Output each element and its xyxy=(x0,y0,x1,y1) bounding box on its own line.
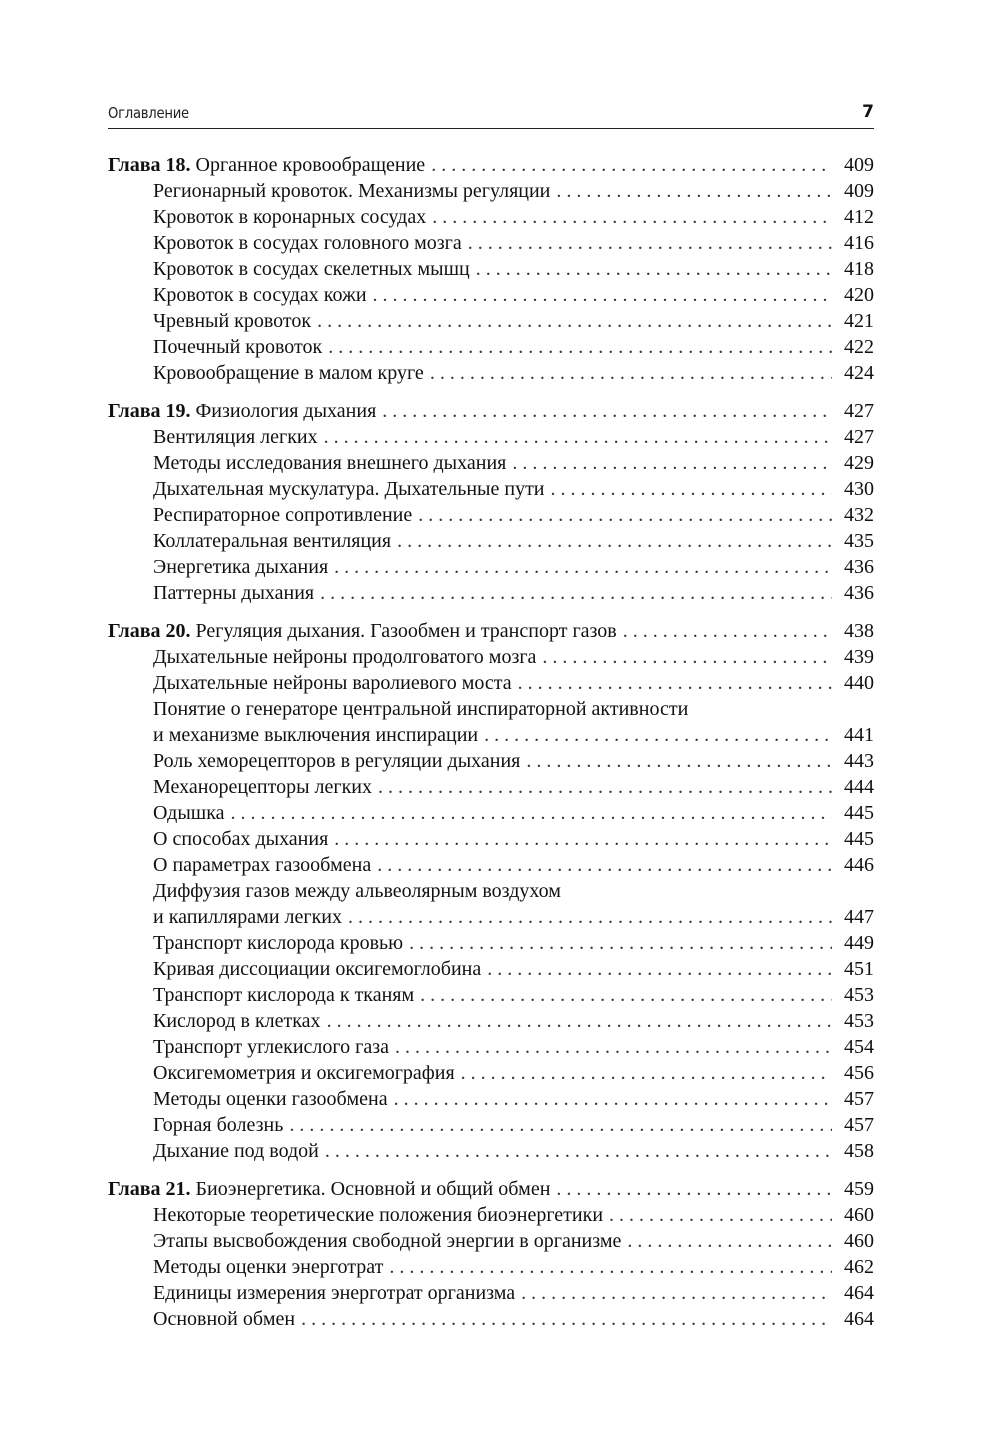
chapter-label: Глава 21. xyxy=(108,1178,191,1200)
chapter-label: Глава 18. xyxy=(108,154,191,176)
chapter-entry[interactable] xyxy=(108,618,874,644)
section-entry[interactable] xyxy=(108,930,874,956)
section-page: 418 xyxy=(844,258,874,280)
dot-leader xyxy=(317,308,832,334)
dot-leader xyxy=(468,230,832,256)
section-title: Транспорт углекислого газа xyxy=(153,1036,389,1058)
dot-leader xyxy=(556,178,832,204)
section-entry[interactable] xyxy=(108,502,874,528)
section-page: 422 xyxy=(844,336,874,358)
section-entry[interactable] xyxy=(108,308,874,334)
section-entry[interactable] xyxy=(108,1254,874,1280)
section-entry[interactable] xyxy=(108,1202,874,1228)
section-entry[interactable] xyxy=(108,580,874,606)
dot-leader xyxy=(394,1086,832,1112)
dot-leader xyxy=(430,360,832,386)
section-page: 453 xyxy=(844,1010,874,1032)
table-of-contents xyxy=(108,152,874,1344)
dot-leader xyxy=(324,424,832,450)
section-page: 446 xyxy=(844,854,874,876)
chapter-title xyxy=(108,152,425,178)
dot-leader xyxy=(334,554,832,580)
section-title: Кровоток в коронарных сосудах xyxy=(153,206,427,228)
page-number: 7 xyxy=(862,102,874,122)
chapter-block xyxy=(108,1176,874,1332)
dot-leader xyxy=(389,1254,832,1280)
section-title: Некоторые теоретические положения биоэнергетики xyxy=(153,1204,604,1226)
dot-leader xyxy=(395,1034,832,1060)
section-entry[interactable] xyxy=(108,230,874,256)
section-entry[interactable] xyxy=(108,800,874,826)
section-page: 435 xyxy=(844,530,874,552)
section-title: Единицы измерения энерготрат организма xyxy=(153,1282,516,1304)
section-entry[interactable] xyxy=(108,1060,874,1086)
section-title: Механорецепторы легких xyxy=(153,776,373,798)
dot-leader xyxy=(526,748,832,774)
section-page: 443 xyxy=(844,750,874,772)
section-page: 456 xyxy=(844,1062,874,1084)
section-title: Кровообращение в малом круге xyxy=(153,362,424,384)
section-title: Почечный кровоток xyxy=(153,336,323,358)
dot-leader xyxy=(373,282,832,308)
section-page: 441 xyxy=(844,724,874,746)
dot-leader xyxy=(461,1060,832,1086)
section-entry[interactable] xyxy=(108,722,874,748)
section-entry[interactable] xyxy=(108,204,874,230)
dot-leader xyxy=(230,800,832,826)
section-page: 429 xyxy=(844,452,874,474)
section-page: 445 xyxy=(844,828,874,850)
section-entry-line[interactable] xyxy=(108,696,874,722)
section-entry[interactable] xyxy=(108,1138,874,1164)
dot-leader xyxy=(551,476,832,502)
dot-leader xyxy=(325,1138,832,1164)
section-title: Кислород в клетках xyxy=(153,1010,321,1032)
section-title: Кровоток в сосудах кожи xyxy=(153,284,367,306)
chapter-title xyxy=(108,618,617,644)
section-page: 416 xyxy=(844,232,874,254)
section-entry[interactable] xyxy=(108,1034,874,1060)
section-page: 445 xyxy=(844,802,874,824)
dot-leader xyxy=(542,644,832,670)
dot-leader xyxy=(418,502,832,528)
section-title-line1: Диффузия газов между альвеолярным воздухом xyxy=(153,880,561,902)
chapter-block xyxy=(108,398,874,606)
section-entry[interactable] xyxy=(108,1008,874,1034)
section-page: 436 xyxy=(844,556,874,578)
section-title: Дыхательные нейроны продолговатого мозга xyxy=(153,646,537,668)
section-page: 451 xyxy=(844,958,874,980)
section-page: 420 xyxy=(844,284,874,306)
section-title: Горная болезнь xyxy=(153,1114,284,1136)
section-entry[interactable] xyxy=(108,360,874,386)
section-title: Методы оценки энерготрат xyxy=(153,1256,384,1278)
section-title: Респираторное сопротивление xyxy=(153,504,413,526)
chapter-name: Регуляция дыхания. Газообмен и транспорт газов xyxy=(195,620,617,642)
section-title: и капиллярами легких xyxy=(153,906,343,928)
section-entry[interactable] xyxy=(108,774,874,800)
chapter-label: Глава 20. xyxy=(108,620,191,642)
chapter-page: 438 xyxy=(844,620,874,642)
section-page: 432 xyxy=(844,504,874,526)
dot-leader xyxy=(521,1280,832,1306)
section-title: Этапы высвобождения свободной энергии в организме xyxy=(153,1230,622,1252)
dot-leader xyxy=(487,956,832,982)
section-title: Чревный кровоток xyxy=(153,310,312,332)
chapter-entry[interactable] xyxy=(108,398,874,424)
section-entry[interactable] xyxy=(108,904,874,930)
section-entry[interactable] xyxy=(108,282,874,308)
dot-leader xyxy=(397,528,832,554)
dot-leader xyxy=(378,774,832,800)
section-page: 449 xyxy=(844,932,874,954)
chapter-name: Физиология дыхания xyxy=(195,400,377,422)
section-title-line1: Понятие о генераторе центральной инспираторной активности xyxy=(153,698,689,720)
dot-leader xyxy=(512,450,832,476)
section-title: Методы оценки газообмена xyxy=(153,1088,388,1110)
section-title: Дыхательные нейроны варолиевого моста xyxy=(153,672,512,694)
section-title: Оксигемометрия и оксигемография xyxy=(153,1062,455,1084)
section-entry[interactable] xyxy=(108,334,874,360)
dot-leader xyxy=(627,1228,832,1254)
section-entry[interactable] xyxy=(108,852,874,878)
section-entry[interactable] xyxy=(108,476,874,502)
section-title: Дыхательная мускулатура. Дыхательные пути xyxy=(153,478,545,500)
section-entry[interactable] xyxy=(108,450,874,476)
section-entry[interactable] xyxy=(108,1086,874,1112)
chapter-page: 459 xyxy=(844,1178,874,1200)
section-page: 409 xyxy=(844,180,874,202)
section-page: 421 xyxy=(844,310,874,332)
dot-leader xyxy=(328,334,832,360)
section-page: 464 xyxy=(844,1282,874,1304)
section-title: и механизме выключения инспирации xyxy=(153,724,479,746)
section-title: О параметрах газообмена xyxy=(153,854,372,876)
section-page: 460 xyxy=(844,1230,874,1252)
dot-leader xyxy=(301,1306,832,1332)
section-page: 412 xyxy=(844,206,874,228)
section-page: 439 xyxy=(844,646,874,668)
section-entry[interactable] xyxy=(108,256,874,282)
chapter-entry[interactable] xyxy=(108,152,874,178)
dot-leader xyxy=(556,1176,832,1202)
section-page: 424 xyxy=(844,362,874,384)
dot-leader xyxy=(609,1202,832,1228)
dot-leader xyxy=(382,398,832,424)
chapter-name: Органное кровообращение xyxy=(195,154,426,176)
section-page: 427 xyxy=(844,426,874,448)
section-page: 436 xyxy=(844,582,874,604)
section-title: Коллатеральная вентиляция xyxy=(153,530,392,552)
section-page: 453 xyxy=(844,984,874,1006)
section-title: О способах дыхания xyxy=(153,828,329,850)
section-page: 444 xyxy=(844,776,874,798)
header-title: Оглавление xyxy=(108,104,189,122)
dot-leader xyxy=(409,930,832,956)
section-entry[interactable] xyxy=(108,1306,874,1332)
section-page: 457 xyxy=(844,1088,874,1110)
section-entry[interactable] xyxy=(108,528,874,554)
section-title: Одышка xyxy=(153,802,225,824)
dot-leader xyxy=(348,904,832,930)
section-title: Паттерны дыхания xyxy=(153,582,315,604)
section-entry[interactable] xyxy=(108,982,874,1008)
section-page: 454 xyxy=(844,1036,874,1058)
dot-leader xyxy=(289,1112,832,1138)
dot-leader xyxy=(334,826,832,852)
section-title: Методы исследования внешнего дыхания xyxy=(153,452,507,474)
section-title: Энергетика дыхания xyxy=(153,556,329,578)
chapter-title xyxy=(108,398,376,424)
section-title: Транспорт кислорода кровью xyxy=(153,932,404,954)
section-page: 464 xyxy=(844,1308,874,1330)
section-title: Роль хеморецепторов в регуляции дыхания xyxy=(153,750,521,772)
section-page: 458 xyxy=(844,1140,874,1162)
section-entry[interactable] xyxy=(108,748,874,774)
section-title: Основной обмен xyxy=(153,1308,296,1330)
chapter-name: Биоэнергетика. Основной и общий обмен xyxy=(195,1178,551,1200)
section-title: Кривая диссоциации оксигемоглобина xyxy=(153,958,482,980)
running-header xyxy=(108,100,874,129)
section-page: 440 xyxy=(844,672,874,694)
dot-leader xyxy=(476,256,832,282)
dot-leader xyxy=(431,152,832,178)
section-entry[interactable] xyxy=(108,424,874,450)
chapter-block xyxy=(108,618,874,1164)
dot-leader xyxy=(623,618,832,644)
dot-leader xyxy=(377,852,832,878)
dot-leader xyxy=(484,722,832,748)
section-entry[interactable] xyxy=(108,826,874,852)
dot-leader xyxy=(420,982,832,1008)
chapter-block xyxy=(108,152,874,386)
dot-leader xyxy=(320,580,832,606)
section-entry[interactable] xyxy=(108,644,874,670)
section-entry[interactable] xyxy=(108,1112,874,1138)
section-title: Регионарный кровоток. Механизмы регуляции xyxy=(153,180,551,202)
section-entry[interactable] xyxy=(108,1228,874,1254)
section-title: Кровоток в сосудах скелетных мышц xyxy=(153,258,470,280)
section-page: 460 xyxy=(844,1204,874,1226)
section-page: 430 xyxy=(844,478,874,500)
section-entry[interactable] xyxy=(108,178,874,204)
dot-leader xyxy=(432,204,832,230)
section-title: Вентиляция легких xyxy=(153,426,318,448)
section-title: Дыхание под водой xyxy=(153,1140,319,1162)
section-page: 447 xyxy=(844,906,874,928)
dot-leader xyxy=(327,1008,832,1034)
chapter-page: 427 xyxy=(844,400,874,422)
chapter-page: 409 xyxy=(844,154,874,176)
dot-leader xyxy=(518,670,832,696)
section-entry[interactable] xyxy=(108,670,874,696)
section-entry[interactable] xyxy=(108,554,874,580)
section-entry-line[interactable] xyxy=(108,878,874,904)
section-title: Транспорт кислорода к тканям xyxy=(153,984,415,1006)
section-title: Кровоток в сосудах головного мозга xyxy=(153,232,462,254)
section-page: 457 xyxy=(844,1114,874,1136)
section-entry[interactable] xyxy=(108,956,874,982)
chapter-label: Глава 19. xyxy=(108,400,191,422)
section-page: 462 xyxy=(844,1256,874,1278)
chapter-title xyxy=(108,1176,550,1202)
chapter-entry[interactable] xyxy=(108,1176,874,1202)
section-entry[interactable] xyxy=(108,1280,874,1306)
